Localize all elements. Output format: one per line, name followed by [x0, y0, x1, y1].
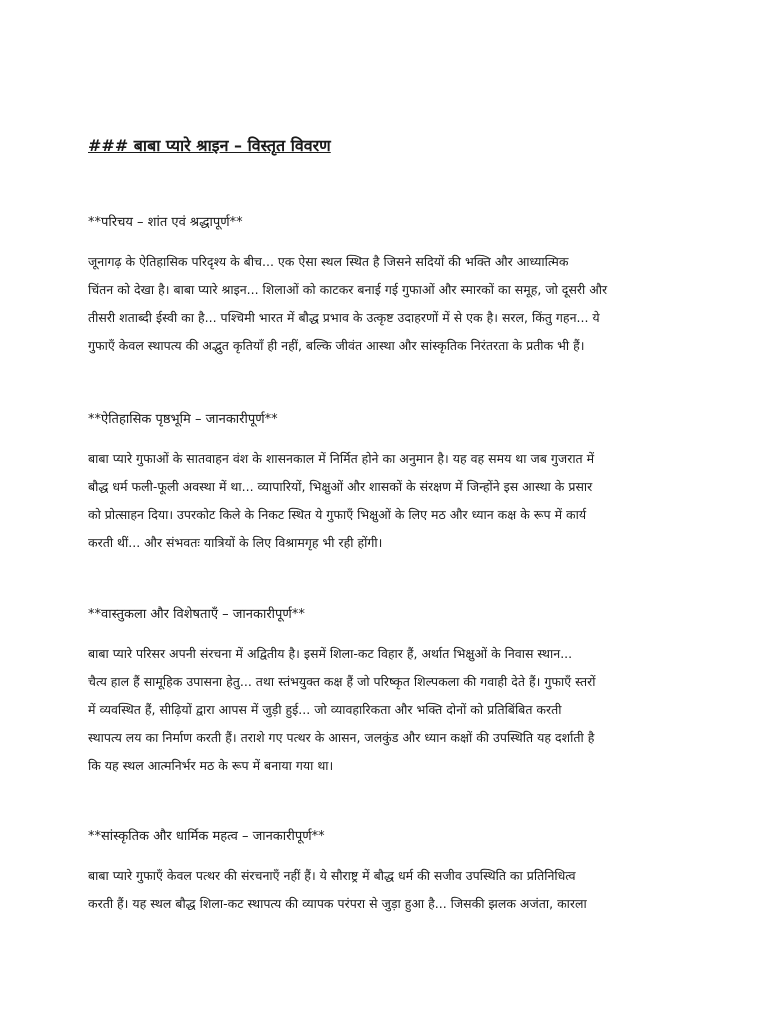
section-paragraph-cultural-significance [88, 862, 678, 918]
paragraph-line: करती थीं... और संभवतः यात्रियों के लिए विश्रामगृह भी रही होंगी। [88, 535, 383, 550]
paragraph-line: कि यह स्थल आत्मनिर्भर मठ के रूप में बनाया गया था। [88, 758, 334, 773]
section-heading-cultural-significance: **सांस्कृतिक और धार्मिक महत्व – जानकारीपूर्ण** [88, 829, 325, 844]
paragraph-line: बौद्ध धर्म फली-फूली अवस्था में था... व्यापारियों, भिक्षुओं और शासकों के संरक्षण में जिन्होंने इस आस्था के प्रसार [88, 479, 593, 494]
paragraph-line: बाबा प्यारे गुफाएँ केवल पत्थर की संरचनाएँ नहीं हैं। ये सौराष्ट्र में बौद्ध धर्म की सजीव उपस्थिति का प्रतिनिधित्व [88, 868, 576, 883]
paragraph-line: चिंतन को देखा है। बाबा प्यारे श्राइन... शिलाओं को काटकर बनाई गई गुफाओं और स्मारकों का समूह, जो दूसरी और [88, 282, 608, 297]
section-heading-history: **ऐतिहासिक पृष्ठभूमि – जानकारीपूर्ण** [88, 412, 278, 427]
section-heading-introduction: **परिचय – शांत एवं श्रद्धापूर्ण** [88, 215, 243, 230]
document-title: ### बाबा प्यारे श्राइन – विस्तृत विवरण [88, 136, 331, 155]
section-paragraph-architecture [88, 640, 678, 780]
paragraph-line: तीसरी शताब्दी ईस्वी का है... पश्चिमी भारत में बौद्ध प्रभाव के उत्कृष्ट उदाहरणों में से एक है। सरल, किंतु गहन... ये [88, 310, 600, 325]
paragraph-line: चैत्य हाल हैं सामूहिक उपासना हेतु... तथा स्तंभयुक्त कक्ष हैं जो परिष्कृत शिल्पकला की गवाही देते हैं। गुफाएँ स्तरों [88, 674, 596, 689]
paragraph-line: बाबा प्यारे गुफाओं के सातवाहन वंश के शासनकाल में निर्मित होने का अनुमान है। यह वह समय था जब गुजरात में [88, 451, 595, 466]
paragraph-line: को प्रोत्साहन दिया। उपरकोट किले के निकट स्थित ये गुफाएँ भिक्षुओं के लिए मठ और ध्यान कक्ष के रूप में कार्य [88, 507, 587, 522]
section-heading-architecture: **वास्तुकला और विशेषताएँ – जानकारीपूर्ण** [88, 607, 305, 622]
paragraph-line: स्थापत्य लय का निर्माण करती हैं। तराशे गए पत्थर के आसन, जलकुंड और ध्यान कक्षों की उपस्थिति यह दर्शाती है [88, 730, 595, 745]
paragraph-line: जूनागढ़ के ऐतिहासिक परिदृश्य के बीच... एक ऐसा स्थल स्थित है जिसने सदियों की भक्ति और आध्यात्मिक [88, 254, 569, 269]
paragraph-line: बाबा प्यारे परिसर अपनी संरचना में अद्वितीय है। इसमें शिला-कट विहार हैं, अर्थात भिक्षुओं के निवास स्थान... [88, 646, 573, 661]
paragraph-line: करती हैं। यह स्थल बौद्ध शिला-कट स्थापत्य की व्यापक परंपरा से जुड़ा हुआ है... जिसकी झलक अजंता, कारला [88, 896, 587, 911]
paragraph-line: गुफाएँ केवल स्थापत्य की अद्भुत कृतियाँ ही नहीं, बल्कि जीवंत आस्था और सांस्कृतिक निरंतरता के प्रतीक भी हैं। [88, 338, 585, 353]
paragraph-line: में व्यवस्थित हैं, सीढ़ियों द्वारा आपस में जुड़ी हुई... जो व्यावहारिकता और भक्ति दोनों को प्रतिबिंबित करती [88, 702, 562, 717]
section-paragraph-introduction [88, 248, 678, 360]
section-paragraph-history [88, 445, 678, 557]
